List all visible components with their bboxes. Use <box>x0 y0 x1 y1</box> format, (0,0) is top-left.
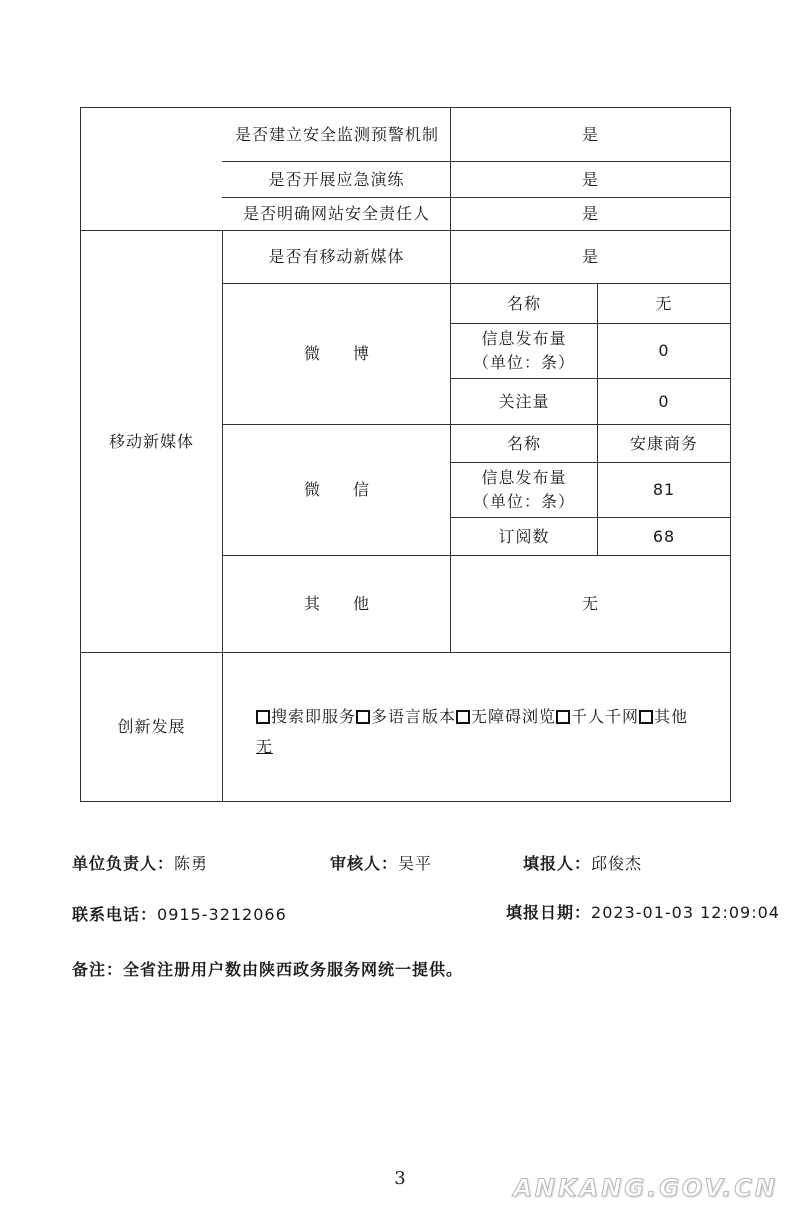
checkbox-icon <box>456 710 470 724</box>
wechat-subscribers-label: 订阅数 <box>498 526 550 546</box>
checkbox-accessibility[interactable]: 无障碍浏览 <box>456 707 556 726</box>
security-value-responsible: 是 <box>581 204 599 223</box>
checkbox-icon <box>639 710 653 724</box>
checkbox-icon <box>356 710 370 724</box>
fill-date: 填报日期：2023-01-03 12:09:04 <box>506 903 780 922</box>
security-label-responsible: 是否明确网站安全责任人 <box>242 204 430 223</box>
other-media-label: 其 他 <box>303 594 384 613</box>
wechat-label: 微 信 <box>303 480 384 499</box>
checkbox-multilingual[interactable]: 多语言版本 <box>356 707 456 726</box>
checkbox-personalized[interactable]: 千人千网 <box>556 707 639 726</box>
wechat-name-label: 名称 <box>506 433 541 453</box>
checkbox-icon <box>256 710 270 724</box>
wechat-subscribers-value: 68 <box>652 526 676 546</box>
weibo-name-value: 无 <box>655 293 673 313</box>
site-watermark: ANKANG.GOV.CN <box>513 1174 778 1202</box>
innovation-options <box>256 702 726 762</box>
checkbox-icon <box>556 710 570 724</box>
filler: 填报人：邱俊杰 <box>523 854 643 873</box>
weibo-followers-value: 0 <box>658 391 670 411</box>
wechat-posts-value: 81 <box>652 480 676 499</box>
security-label-monitoring: 是否建立安全监测预警机制 <box>234 124 439 144</box>
footnote: 备注：全省注册用户数由陕西政务服务网统一提供。 <box>72 960 464 979</box>
checkbox-search-service[interactable]: 搜索即服务 <box>256 707 356 726</box>
weibo-posts-value: 0 <box>658 341 670 360</box>
mobile-media-section-label: 移动新媒体 <box>108 431 194 451</box>
wechat-name-value: 安康商务 <box>629 433 698 453</box>
wechat-posts-label: 信息发布量（单位：条） <box>472 468 575 511</box>
weibo-label: 微 博 <box>303 344 384 363</box>
security-value-drill: 是 <box>581 169 599 189</box>
innovation-section-label: 创新发展 <box>117 717 186 736</box>
security-value-monitoring: 是 <box>581 124 599 144</box>
weibo-name-label: 名称 <box>506 293 541 313</box>
weibo-posts-label: 信息发布量（单位：条） <box>472 329 575 372</box>
has-mobile-media-label: 是否有移动新媒体 <box>268 247 405 266</box>
unit-head: 单位负责人：陈勇 <box>72 854 209 873</box>
reviewer: 审核人：吴平 <box>330 854 433 873</box>
innovation-other-value: 无 <box>256 737 274 756</box>
checkbox-other[interactable]: 其他 <box>639 707 688 726</box>
weibo-followers-label: 关注量 <box>498 391 550 411</box>
contact-phone: 联系电话：0915-3212066 <box>72 905 287 924</box>
page-number: 3 <box>394 1168 406 1189</box>
security-label-drill: 是否开展应急演练 <box>268 169 405 189</box>
other-media-value: 无 <box>581 594 599 613</box>
has-mobile-media-value: 是 <box>581 247 599 266</box>
